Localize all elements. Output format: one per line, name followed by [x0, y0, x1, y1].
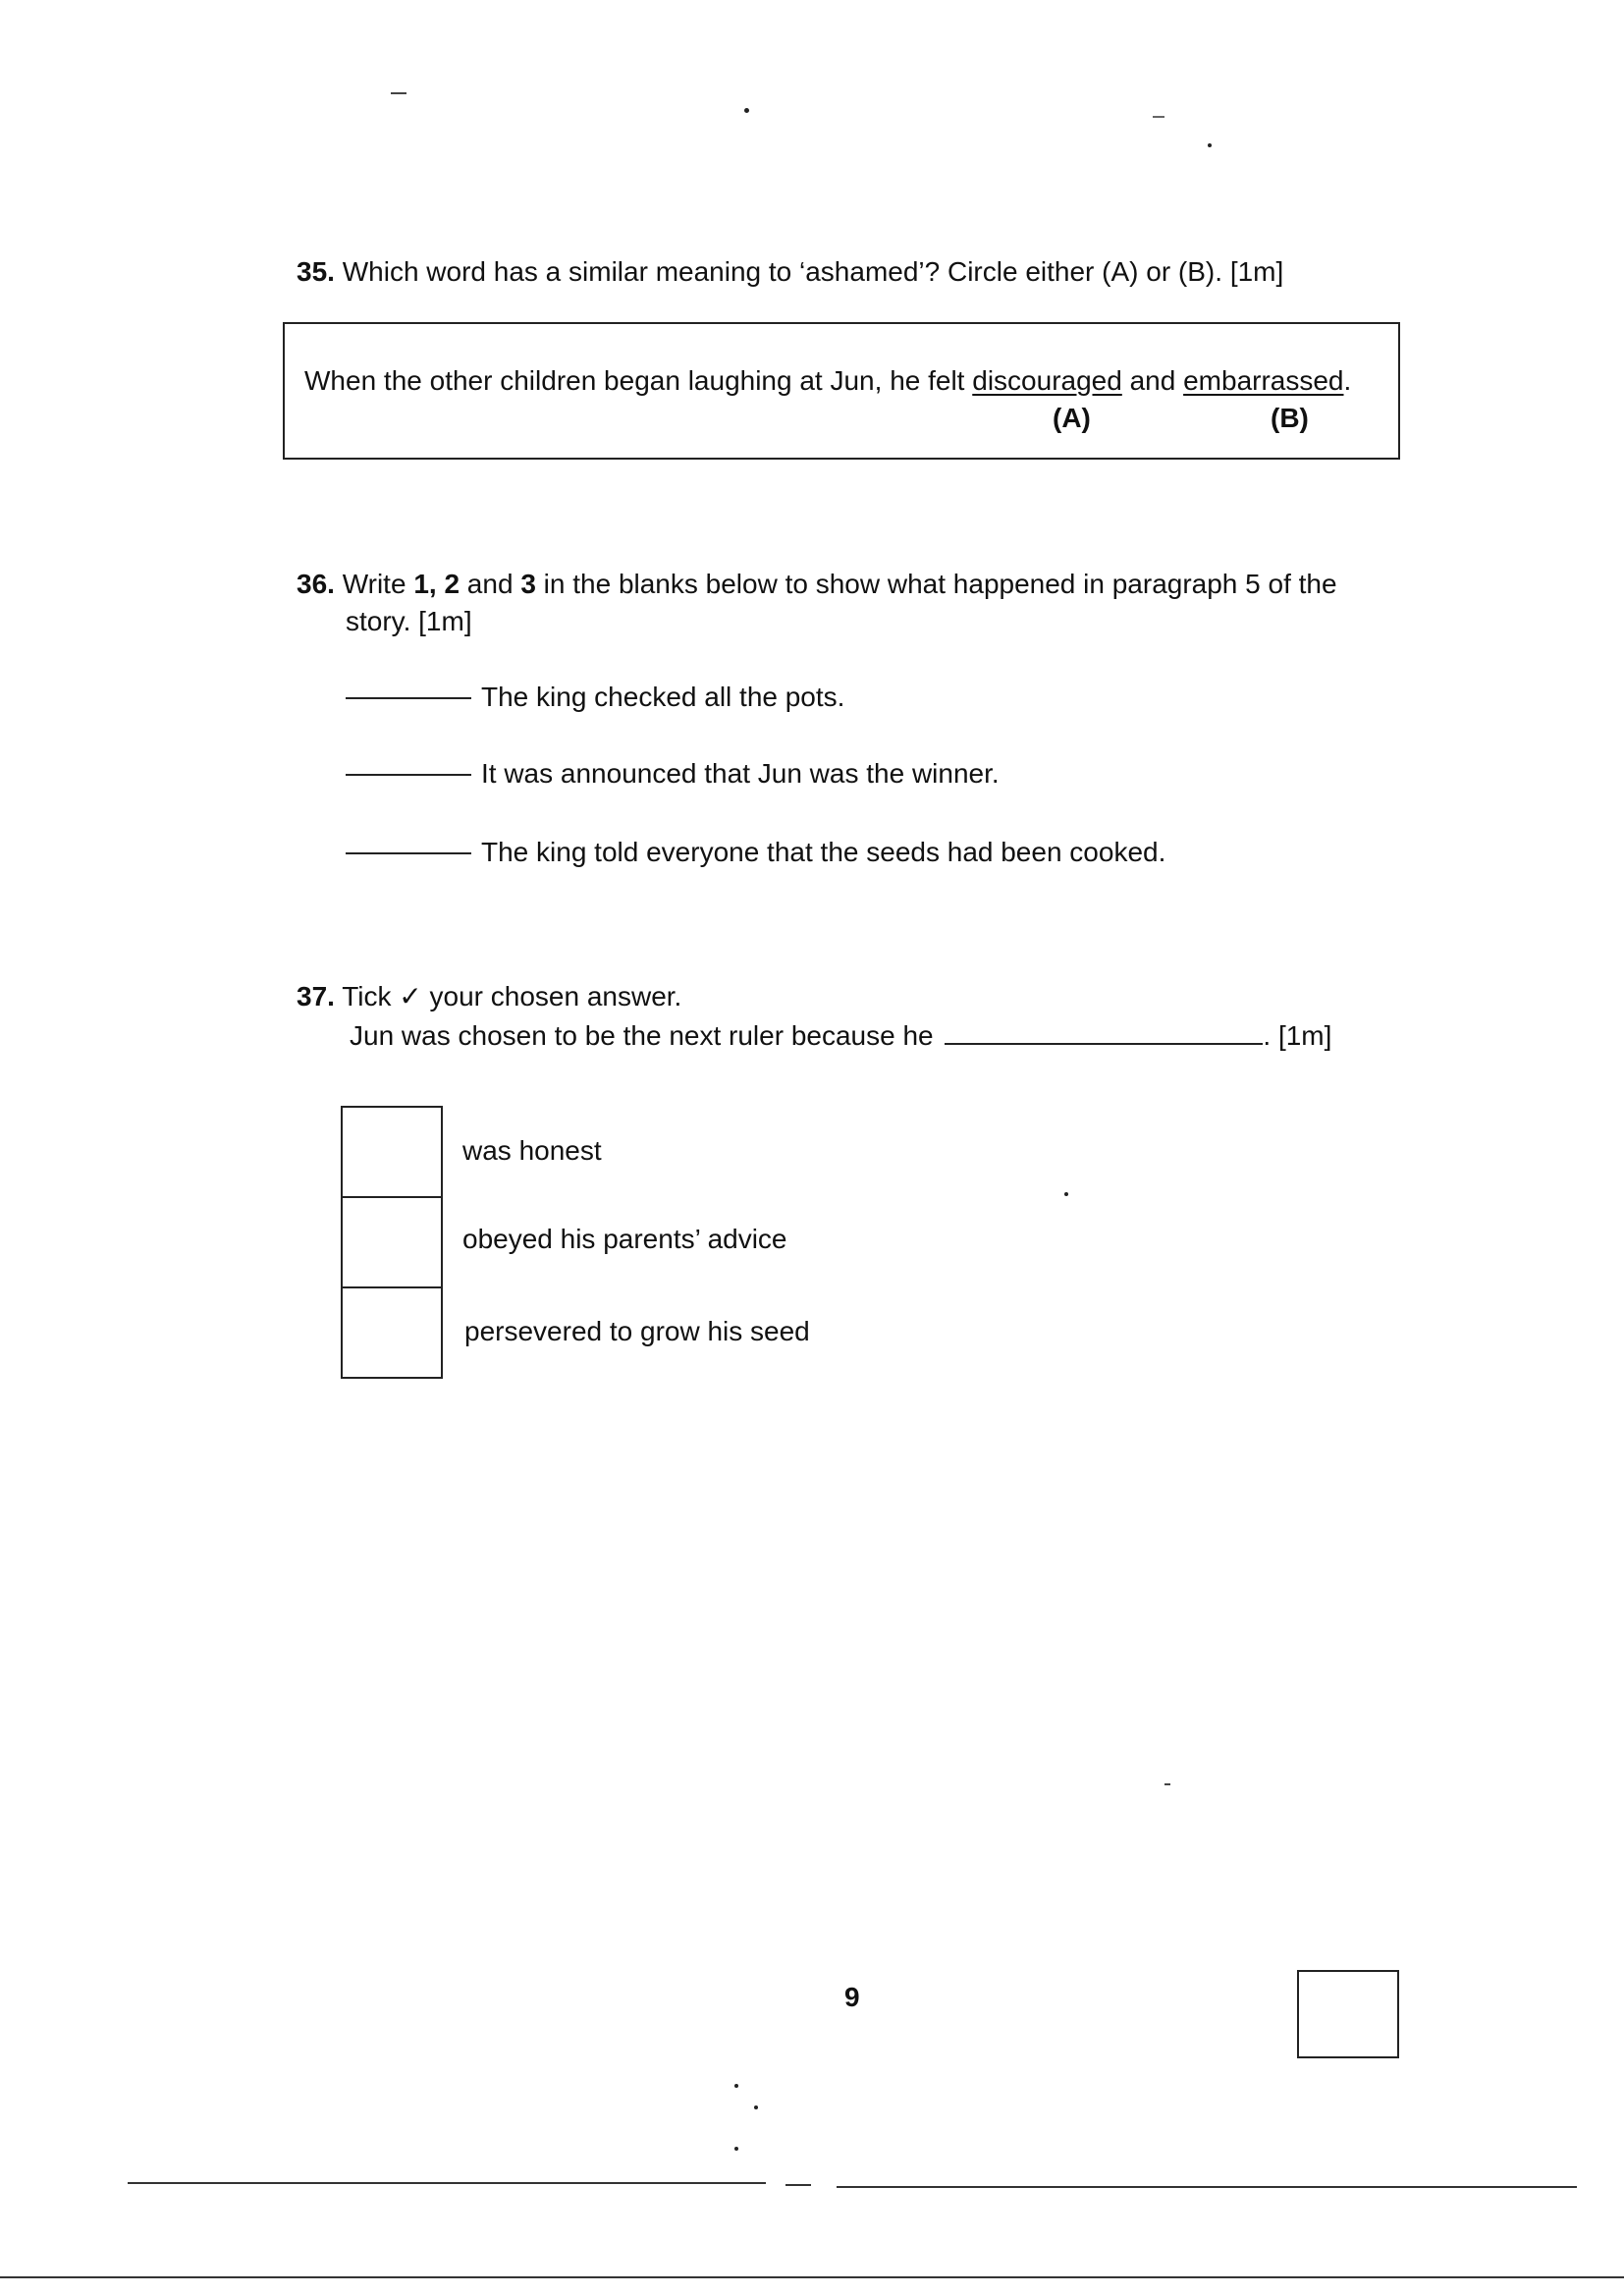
q35-sentence — [304, 365, 1351, 397]
q35-prompt-text: Which word has a similar meaning to ‘ashamed’? Circle either (A) or (B). [1m] — [342, 256, 1284, 287]
page-bottom-rule — [0, 2276, 1624, 2278]
q35-label-b: (B) — [1271, 403, 1309, 433]
q36-event-row — [346, 758, 1000, 790]
q35-sentence-end: . — [1343, 365, 1352, 396]
score-box — [1297, 1970, 1399, 2058]
scan-mark — [1153, 116, 1164, 118]
q37-choice-1: was honest — [462, 1135, 602, 1166]
q36-number: 36. — [297, 569, 335, 599]
q36-prompt-pre: Write — [342, 569, 414, 599]
q37-tick-box-3[interactable] — [341, 1286, 443, 1379]
q36-event-1: The king checked all the pots. — [481, 682, 845, 712]
q36-prompt-and: and — [460, 569, 521, 599]
q36-blank-1[interactable] — [346, 696, 471, 699]
scan-speck — [734, 2147, 738, 2151]
q37-marks: . [1m] — [1263, 1020, 1332, 1051]
scan-speck — [734, 2084, 738, 2088]
scan-speck — [744, 108, 749, 113]
footer-rule-mid — [785, 2184, 811, 2186]
q35-sentence-mid: and — [1121, 365, 1184, 396]
q36-event-row — [346, 837, 1165, 868]
q35-number: 35. — [297, 256, 335, 287]
q35-label-a: (A) — [1053, 403, 1091, 433]
footer-rule-left — [128, 2182, 766, 2184]
q37-tick-boxes — [341, 1106, 443, 1379]
scan-mark — [391, 92, 406, 94]
q36-prompt-n1: 1, 2 — [413, 569, 460, 599]
q35-option-b-word[interactable]: embarrassed — [1183, 365, 1344, 396]
q37-stem: Jun was chosen to be the next ruler because he — [350, 1020, 934, 1051]
q36-prompt — [297, 566, 1337, 603]
scan-speck — [754, 2105, 758, 2109]
scan-mark — [1164, 1783, 1170, 1785]
q35-sentence-box — [283, 322, 1400, 460]
q37-instruction — [297, 978, 681, 1015]
q37-stem-line — [350, 1017, 1331, 1055]
q35-prompt — [297, 253, 1283, 291]
q36-blank-2[interactable] — [346, 773, 471, 776]
q37-tick-box-1[interactable] — [341, 1106, 443, 1198]
q37-instruction-text: Tick ✓ your chosen answer. — [342, 981, 682, 1011]
q36-event-row — [346, 682, 844, 713]
q36-event-2: It was announced that Jun was the winner. — [481, 758, 1000, 789]
q37-number: 37. — [297, 981, 335, 1011]
footer-rule-right — [837, 2186, 1577, 2188]
q36-event-3: The king told everyone that the seeds had been cooked. — [481, 837, 1166, 867]
q36-blank-3[interactable] — [346, 851, 471, 854]
q36-prompt-line2: story. [1m] — [346, 606, 472, 636]
q36-prompt-post: in the blanks below to show what happened in paragraph 5 of the — [535, 569, 1337, 599]
q37-answer-blank[interactable] — [945, 1042, 1263, 1045]
q37-tick-box-2[interactable] — [341, 1196, 443, 1288]
scan-speck — [1208, 143, 1212, 147]
scan-speck — [1064, 1192, 1068, 1196]
q37-choice-3: persevered to grow his seed — [464, 1316, 810, 1346]
q36-prompt-n3: 3 — [520, 569, 536, 599]
q35-option-a-word[interactable]: discouraged — [972, 365, 1122, 396]
page-number: 9 — [844, 1982, 860, 2012]
q37-choice-2: obeyed his parents’ advice — [462, 1224, 787, 1254]
q35-sentence-start: When the other children began laughing at Jun, he felt — [304, 365, 973, 396]
